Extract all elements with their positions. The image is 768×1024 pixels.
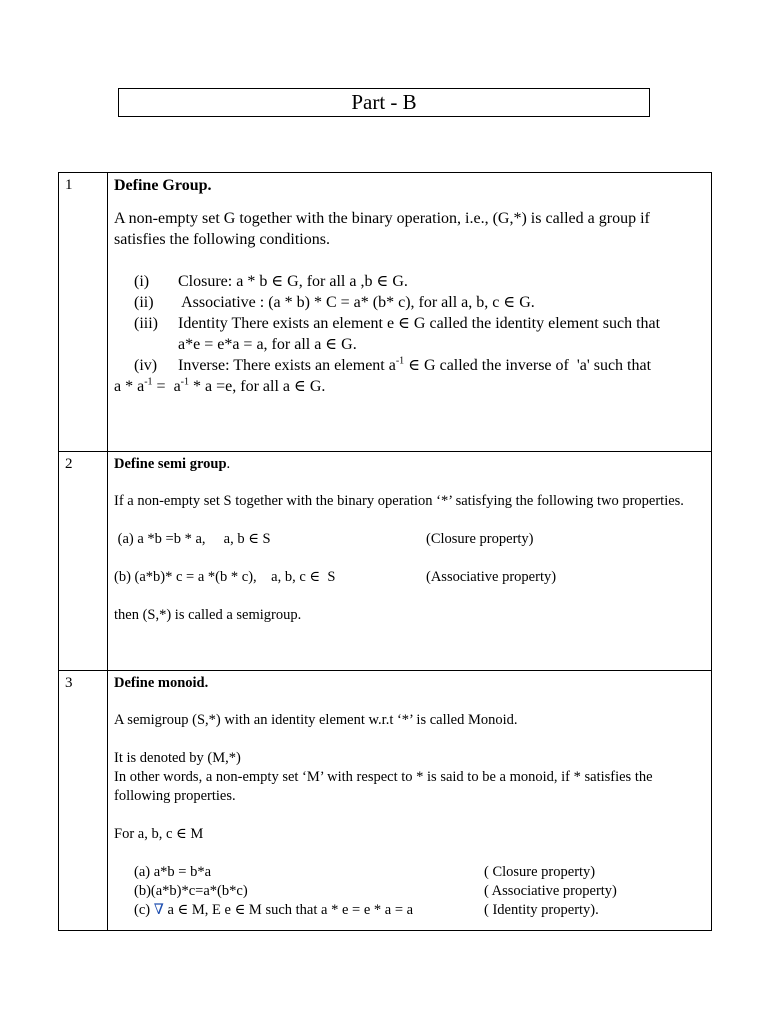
inverse-equation: $a * a^{-1} = a^{-1} * a =e$, for all a ∈ G. xyxy=(114,376,326,395)
property-row: (a) a *b =b * a, a, b ∈ S (Closure property) xyxy=(114,531,534,547)
question-body xyxy=(108,173,712,452)
property-row: (a) a*b = b*a ( Closure property) xyxy=(134,864,596,880)
question-number: 2 xyxy=(59,452,108,671)
question-title: Define monoid. xyxy=(114,675,209,691)
table-row xyxy=(59,452,712,671)
question-title: Define Group. xyxy=(114,177,212,194)
definition-intro: A semigroup (S,*) with an identity element w.r.t ‘*’ is called Monoid. xyxy=(114,712,518,728)
forall-text: For a, b, c ∈ M xyxy=(114,826,204,842)
condition-continuation: a*e = e*a = a, for all a ∈ G. xyxy=(178,336,357,353)
table-row xyxy=(59,173,712,452)
question-body xyxy=(108,452,712,671)
definition-intro: A non-empty set G together with the binary operation, i.e., (G,*) is called a group if satisfies the following conditions. xyxy=(114,210,650,248)
property-row: (c) ∇ a ∈ M, E e ∈ M such that a * e = e * a = a ( Identity property). xyxy=(134,902,599,918)
definition-conclusion: then (S,*) is called a semigroup. xyxy=(114,607,302,623)
nabla-icon: ∇ xyxy=(153,902,164,918)
property-row: (b)(a*b)*c=a*(b*c) ( Associative property) xyxy=(134,883,617,899)
question-number: 1 xyxy=(59,173,108,452)
condition-item: (iii) Identity There exists an element e ∈ G called the identity element such that xyxy=(134,315,661,332)
table-row xyxy=(59,671,712,931)
questions-table xyxy=(58,172,712,931)
condition-item: (i) Closure: a * b ∈ G, for all a ,b ∈ G. xyxy=(134,273,408,290)
question-body xyxy=(108,671,712,931)
condition-item: (iv) Inverse: There exists an element $a^{-1}$ ∈ G called the inverse of 'a' such that xyxy=(134,355,652,374)
condition-item: (ii) Associative : (a * b) * C = a* (b* c), for all a, b, c ∈ G. xyxy=(134,294,535,311)
question-title: Define semi group. xyxy=(114,456,231,472)
definition-intro: If a non-empty set S together with the binary operation ‘*’ satisfying the following two properties. xyxy=(114,493,684,509)
part-title: Part - B xyxy=(118,88,650,117)
other-words-text: In other words, a non-empty set ‘M’ with respect to * is said to be a monoid, if * satisfies the following properties. xyxy=(114,769,653,804)
property-row: (b) (a*b)* c = a *(b * c), a, b, c ∈ S (Associative property) xyxy=(114,569,557,585)
denoted-text: It is denoted by (M,*) xyxy=(114,750,241,766)
question-number: 3 xyxy=(59,671,108,931)
